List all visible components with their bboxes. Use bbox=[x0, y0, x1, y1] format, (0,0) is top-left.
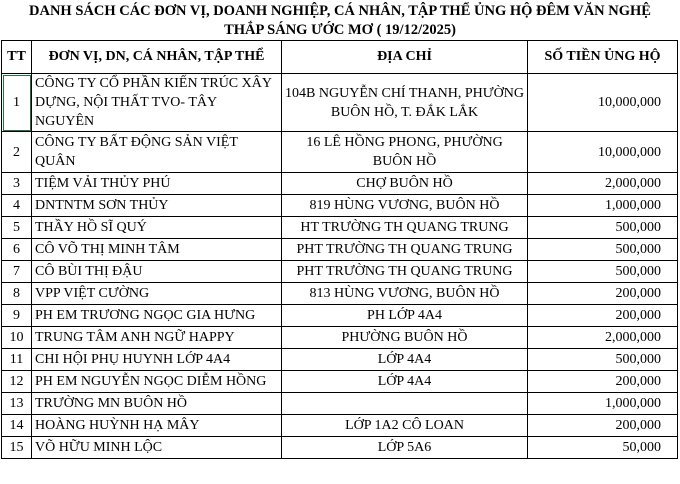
cell-address[interactable]: PH LỚP 4A4 bbox=[282, 305, 528, 327]
table-row bbox=[2, 217, 678, 239]
cell-name[interactable]: CHI HỘI PHỤ HUYNH LỚP 4A4 bbox=[32, 349, 282, 371]
table-row bbox=[2, 261, 678, 283]
header-address[interactable]: ĐỊA CHỈ bbox=[282, 41, 528, 74]
cell-name[interactable]: DNTNTM SƠN THỦY bbox=[32, 195, 282, 217]
cell-amount[interactable]: 500,000 bbox=[528, 261, 678, 283]
cell-name[interactable]: CÔNG TY BẤT ĐỘNG SẢN VIỆT QUÂN bbox=[32, 132, 282, 173]
title-line-1: DANH SÁCH CÁC ĐƠN VỊ, DOANH NGHIỆP, CÁ NHÂN, TẬP THỂ ỦNG HỘ ĐÊM VĂN NGHỆ bbox=[29, 3, 651, 19]
cell-amount[interactable]: 500,000 bbox=[528, 217, 678, 239]
cell-amount[interactable]: 2,000,000 bbox=[528, 327, 678, 349]
cell-amount[interactable]: 200,000 bbox=[528, 415, 678, 437]
document-title bbox=[0, 0, 680, 40]
header-tt[interactable]: TT bbox=[2, 41, 32, 74]
cell-address[interactable]: HT TRƯỜNG TH QUANG TRUNG bbox=[282, 217, 528, 239]
cell-address[interactable]: LỚP 5A6 bbox=[282, 437, 528, 459]
cell-address[interactable]: CHỢ BUÔN HỒ bbox=[282, 173, 528, 195]
cell-tt[interactable]: 8 bbox=[2, 283, 32, 305]
table-row bbox=[2, 393, 678, 415]
cell-name[interactable]: CÔNG TY CỔ PHẦN KIẾN TRÚC XÂY DỰNG, NỘI THẤT TVO- TÂY NGUYÊN bbox=[32, 74, 282, 132]
cell-tt[interactable]: 4 bbox=[2, 195, 32, 217]
cell-amount[interactable]: 10,000,000 bbox=[528, 74, 678, 132]
cell-name[interactable]: CÔ BÙI THỊ ĐẬU bbox=[32, 261, 282, 283]
cell-tt[interactable]: 12 bbox=[2, 371, 32, 393]
cell-tt[interactable]: 7 bbox=[2, 261, 32, 283]
cell-address[interactable]: LỚP 1A2 CÔ LOAN bbox=[282, 415, 528, 437]
header-name[interactable]: ĐƠN VỊ, DN, CÁ NHÂN, TẬP THỂ bbox=[32, 41, 282, 74]
table-row bbox=[2, 415, 678, 437]
cell-address[interactable]: LỚP 4A4 bbox=[282, 349, 528, 371]
table-row bbox=[2, 239, 678, 261]
table-row bbox=[2, 283, 678, 305]
cell-tt[interactable]: 1 bbox=[2, 74, 32, 132]
table-header-row bbox=[2, 41, 678, 74]
cell-tt[interactable]: 9 bbox=[2, 305, 32, 327]
cell-name[interactable]: PH EM NGUYỄN NGỌC DIỄM HỒNG bbox=[32, 371, 282, 393]
cell-tt[interactable]: 13 bbox=[2, 393, 32, 415]
cell-address[interactable]: PHT TRƯỜNG TH QUANG TRUNG bbox=[282, 239, 528, 261]
table-row bbox=[2, 74, 678, 132]
cell-name[interactable]: THẦY HỒ SĨ QUÝ bbox=[32, 217, 282, 239]
table-row bbox=[2, 195, 678, 217]
cell-name[interactable]: TRUNG TÂM ANH NGỮ HAPPY bbox=[32, 327, 282, 349]
cell-tt[interactable]: 14 bbox=[2, 415, 32, 437]
cell-address[interactable]: PHT TRƯỜNG TH QUANG TRUNG bbox=[282, 261, 528, 283]
cell-address[interactable]: PHƯỜNG BUÔN HỒ bbox=[282, 327, 528, 349]
cell-amount[interactable]: 1,000,000 bbox=[528, 195, 678, 217]
cell-tt[interactable]: 10 bbox=[2, 327, 32, 349]
cell-amount[interactable]: 500,000 bbox=[528, 349, 678, 371]
cell-tt[interactable]: 5 bbox=[2, 217, 32, 239]
header-amount[interactable]: SỐ TIỀN ỦNG HỘ bbox=[528, 41, 678, 74]
cell-address[interactable]: LỚP 4A4 bbox=[282, 371, 528, 393]
cell-address[interactable] bbox=[282, 393, 528, 415]
donor-table bbox=[1, 40, 678, 459]
table-row bbox=[2, 305, 678, 327]
cell-amount[interactable]: 1,000,000 bbox=[528, 393, 678, 415]
cell-amount[interactable]: 2,000,000 bbox=[528, 173, 678, 195]
cell-name[interactable]: PH EM TRƯƠNG NGỌC GIA HƯNG bbox=[32, 305, 282, 327]
cell-amount[interactable]: 10,000,000 bbox=[528, 132, 678, 173]
cell-amount[interactable]: 200,000 bbox=[528, 305, 678, 327]
cell-name[interactable]: VPP VIỆT CƯỜNG bbox=[32, 283, 282, 305]
cell-name[interactable]: TIỆM VẢI THỦY PHÚ bbox=[32, 173, 282, 195]
cell-name[interactable]: CÔ VÕ THỊ MINH TÂM bbox=[32, 239, 282, 261]
title-line-2: THẮP SÁNG ƯỚC MƠ ( 19/12/2025) bbox=[224, 22, 456, 38]
cell-address[interactable]: 813 HÙNG VƯƠNG, BUÔN HỒ bbox=[282, 283, 528, 305]
cell-address[interactable]: 16 LÊ HỒNG PHONG, PHƯỜNG BUÔN HỒ bbox=[282, 132, 528, 173]
cell-tt[interactable]: 6 bbox=[2, 239, 32, 261]
cell-name[interactable]: HOÀNG HUỲNH HẠ MÂY bbox=[32, 415, 282, 437]
cell-tt[interactable]: 2 bbox=[2, 132, 32, 173]
cell-amount[interactable]: 200,000 bbox=[528, 283, 678, 305]
table-row bbox=[2, 349, 678, 371]
cell-tt[interactable]: 15 bbox=[2, 437, 32, 459]
cell-amount[interactable]: 200,000 bbox=[528, 371, 678, 393]
table-row bbox=[2, 371, 678, 393]
cell-address[interactable]: 104B NGUYỄN CHÍ THANH, PHƯỜNG BUÔN HỒ, T. ĐẮK LẮK bbox=[282, 74, 528, 132]
cell-amount[interactable]: 50,000 bbox=[528, 437, 678, 459]
cell-tt[interactable]: 11 bbox=[2, 349, 32, 371]
cell-name[interactable]: TRƯỜNG MN BUÔN HỒ bbox=[32, 393, 282, 415]
table-row bbox=[2, 327, 678, 349]
table-row bbox=[2, 173, 678, 195]
cell-name[interactable]: VÕ HỮU MINH LỘC bbox=[32, 437, 282, 459]
cell-address[interactable]: 819 HÙNG VƯƠNG, BUÔN HỒ bbox=[282, 195, 528, 217]
table-row bbox=[2, 132, 678, 173]
cell-tt[interactable]: 3 bbox=[2, 173, 32, 195]
cell-amount[interactable]: 500,000 bbox=[528, 239, 678, 261]
table-row bbox=[2, 437, 678, 459]
